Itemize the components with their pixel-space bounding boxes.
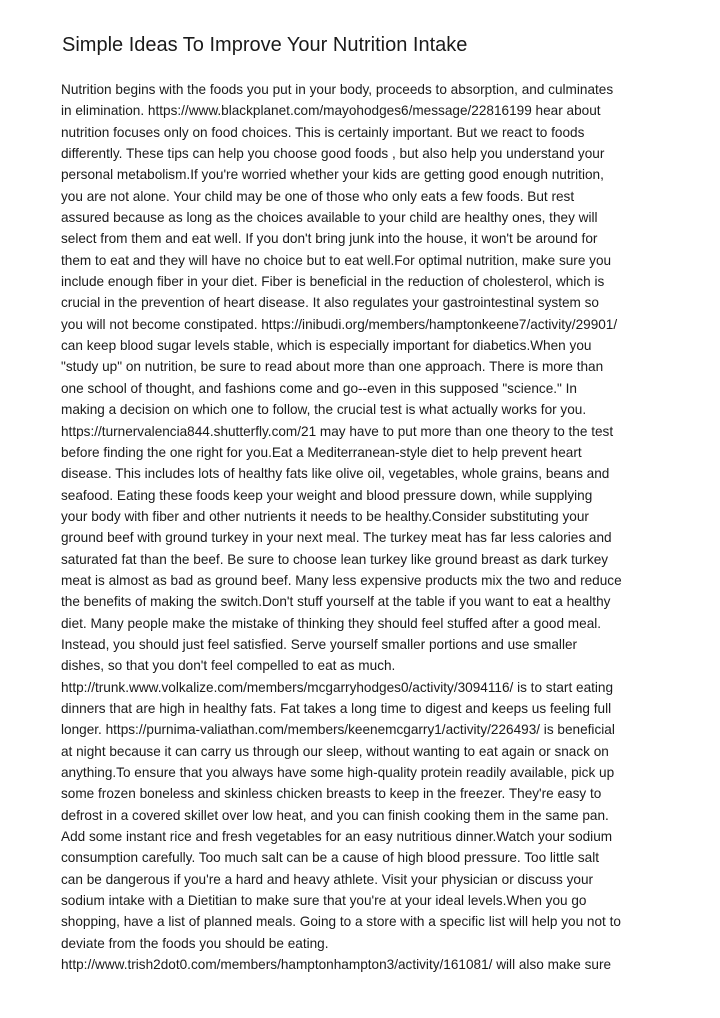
text-line: nutrition focuses only on food choices. This is certainly important. But we react to foods <box>61 124 585 140</box>
text-line: before finding the one right for you.Eat a Mediterranean-style diet to help prevent heart <box>61 444 582 460</box>
text-line: http://www.trish2dot0.com/members/hamptonhampton3/activity/161081/ will also make sure <box>61 957 612 973</box>
text-line: the benefits of making the switch.Don't stuff yourself at the table if you want to eat a healthy <box>61 594 611 610</box>
text-line: one school of thought, and fashions come and go--even in this supposed "science." In <box>61 380 577 396</box>
text-line: sodium intake with a Dietitian to make sure that you're at your ideal levels.When you go <box>61 893 587 909</box>
text-line: longer. https://purnima-valiathan.com/members/keenemcgarry1/activity/226493/ is beneficial <box>61 722 615 738</box>
text-line: Instead, you should just feel satisfied. Serve yourself smaller portions and use smaller <box>61 636 578 652</box>
text-line: Nutrition begins with the foods you put in your body, proceeds to absorption, and culminates <box>61 82 614 97</box>
text-line: meat is almost as bad as ground beef. Many less expensive products mix the two and reduce <box>61 572 622 588</box>
text-line: assured because as long as the choices available to your child are healthy ones, they will <box>61 210 598 226</box>
text-line: at night because it can carry us through our sleep, without wanting to eat again or snack on <box>61 743 609 759</box>
text-line: seafood. Eating these foods keep your weight and blood pressure down, while supplying <box>61 487 593 503</box>
text-line: shopping, have a list of planned meals. Going to a store with a specific list will help you not to <box>61 914 621 930</box>
body-paragraph <box>61 79 671 975</box>
text-line: them to eat and they will have no choice but to eat well.For optimal nutrition, make sure you <box>61 252 612 268</box>
text-line: can be dangerous if you're a hard and heavy athlete. Visit your physician or discuss your <box>61 871 594 887</box>
text-line: anything.To ensure that you always have some high-quality protein readily available, pick up <box>61 765 615 780</box>
text-line: dinners that are high in healthy fats. Fat takes a long time to digest and keeps us feeling full <box>61 700 612 716</box>
text-line: https://turnervalencia844.shutterfly.com/21 may have to put more than one theory to the test <box>61 423 614 439</box>
text-line: defrost in a covered skillet over low heat, and you can finish cooking them in the same pan. <box>61 807 609 823</box>
text-line: differently. These tips can help you choose good foods , but also help you understand your <box>61 146 605 162</box>
page-title: Simple Ideas To Improve Your Nutrition Intake <box>62 34 468 56</box>
text-line: you are not alone. Your child may be one of those who only eats a few foods. But rest <box>61 188 575 204</box>
text-line: in elimination. https://www.blackplanet.com/mayohodges6/message/22816199 hear about <box>61 103 601 119</box>
text-line: Add some instant rice and fresh vegetables for an easy nutritious dinner.Watch your sodium <box>61 829 613 845</box>
text-line: you will not become constipated. https://inibudi.org/members/hamptonkeene7/activity/29901/ <box>61 316 618 332</box>
text-line: can keep blood sugar levels stable, which is especially important for diabetics.When you <box>61 338 592 354</box>
text-line: your body with fiber and other nutrients it needs to be healthy.Consider substituting your <box>61 508 589 524</box>
text-line: crucial in the prevention of heart disease. It also regulates your gastrointestinal system so <box>61 295 599 311</box>
text-line: making a decision on which one to follow, the crucial test is what actually works for you. <box>61 402 587 418</box>
text-line: some frozen boneless and skinless chicken breasts to keep in the freezer. They're easy to <box>61 786 602 802</box>
text-line: deviate from the foods you should be eating. <box>61 935 329 951</box>
text-line: "study up" on nutrition, be sure to read about more than one approach. There is more than <box>61 359 604 375</box>
text-line: diet. Many people make the mistake of thinking they should feel stuffed after a good meal. <box>61 615 602 631</box>
text-line: saturated fat than the beef. Be sure to choose lean turkey like ground breast as dark turkey <box>61 551 609 567</box>
text-line: ground beef with ground turkey in your next meal. The turkey meat has far less calories and <box>61 530 612 546</box>
text-line: select from them and eat well. If you don't bring junk into the house, it won't be around for <box>61 231 598 247</box>
text-line: http://trunk.www.volkalize.com/members/mcgarryhodges0/activity/3094116/ is to start eating <box>61 679 614 695</box>
text-line: dishes, so that you don't feel compelled to eat as much. <box>61 658 396 674</box>
text-line: include enough fiber in your diet. Fiber is beneficial in the reduction of cholesterol, which is <box>61 274 605 290</box>
text-line: personal metabolism.If you're worried whether your kids are getting good enough nutrition, <box>61 167 604 183</box>
text-line: consumption carefully. Too much salt can be a cause of high blood pressure. Too little salt <box>61 850 600 866</box>
text-line: disease. This includes lots of healthy fats like olive oil, vegetables, whole grains, beans and <box>61 466 610 482</box>
